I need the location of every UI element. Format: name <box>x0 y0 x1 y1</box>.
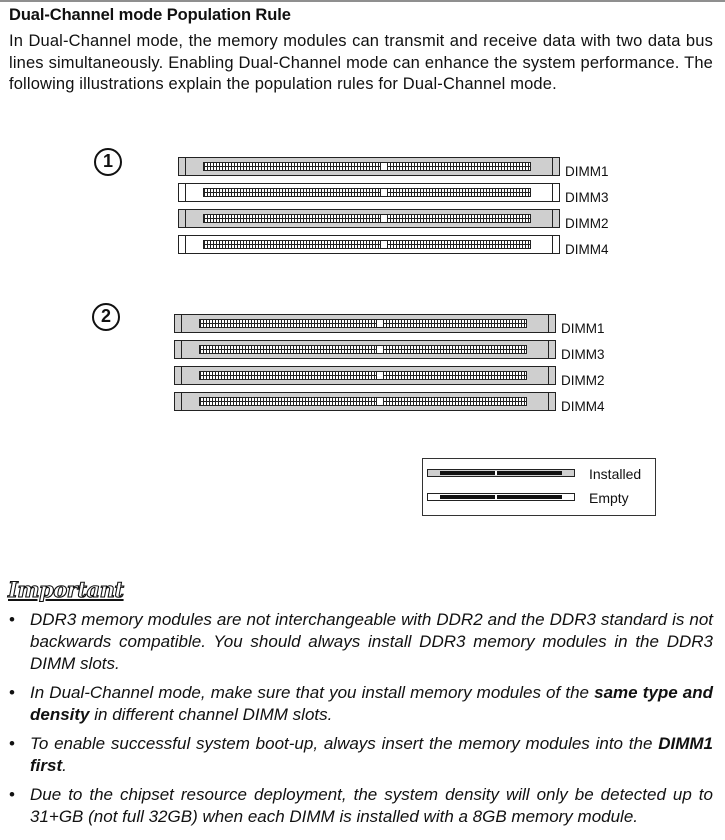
note-text: in different channel DIMM slots. <box>89 705 333 724</box>
dimm-label: DIMM3 <box>561 347 605 362</box>
dimm-slot <box>174 314 556 333</box>
intro-paragraph: In Dual-Channel mode, the memory modules can transmit and receive data with two data bus lines simultaneously. Enabling Dual-Channel mode can enhance the system performance. The following illustrations explain the population rules for Dual-Channel mode. <box>9 32 713 94</box>
dimm-slot <box>174 392 556 411</box>
dimm-slot <box>174 340 556 359</box>
important-heading: Important <box>8 577 124 602</box>
note-item <box>8 784 713 828</box>
bullet-icon: • <box>9 683 15 702</box>
important-notes-list <box>8 609 713 835</box>
legend-empty-label: Empty <box>589 490 629 506</box>
dimm-label: DIMM4 <box>561 399 605 414</box>
dimm-label: DIMM2 <box>565 216 609 231</box>
legend-box <box>422 458 656 516</box>
dimm-label: DIMM3 <box>565 190 609 205</box>
dimm-label: DIMM1 <box>565 164 609 179</box>
note-item <box>8 609 713 675</box>
top-rule <box>0 0 725 2</box>
dimm-slot <box>178 157 560 176</box>
dimm-slot <box>178 209 560 228</box>
note-text: same type and density <box>30 683 713 724</box>
note-text: DDR3 memory modules are not interchangeable with DDR2 and the DDR3 standard is not backwards compatible. You should always install DDR3 memory modules in the DDR3 DIMM slots. <box>30 610 713 673</box>
dimm-slot <box>178 235 560 254</box>
legend-installed-label: Installed <box>589 466 642 482</box>
dimm-label: DIMM4 <box>565 242 609 257</box>
config-badge-1: 1 <box>94 148 122 176</box>
dimm-slot <box>178 183 560 202</box>
note-text: . <box>62 756 67 775</box>
note-text: In Dual-Channel mode, make sure that you install memory modules of the <box>30 683 595 702</box>
note-item <box>8 682 713 726</box>
config-badge-2: 2 <box>92 303 120 331</box>
dimm-label: DIMM1 <box>561 321 605 336</box>
note-item <box>8 733 713 777</box>
legend-installed-swatch <box>427 469 575 477</box>
dimm-slot <box>174 366 556 385</box>
bullet-icon: • <box>9 610 15 629</box>
note-text: DIMM1 first <box>30 734 713 775</box>
section-title: Dual-Channel mode Population Rule <box>9 6 291 24</box>
bullet-icon: • <box>9 785 15 804</box>
dimm-label: DIMM2 <box>561 373 605 388</box>
note-text: To enable successful system boot-up, always insert the memory modules into the <box>30 734 659 753</box>
bullet-icon: • <box>9 734 15 753</box>
note-text: Due to the chipset resource deployment, the system density will only be detected up to 31+GB (not full 32GB) when each DIMM is installed with a 8GB memory module. <box>30 785 713 826</box>
legend-empty-swatch <box>427 493 575 501</box>
